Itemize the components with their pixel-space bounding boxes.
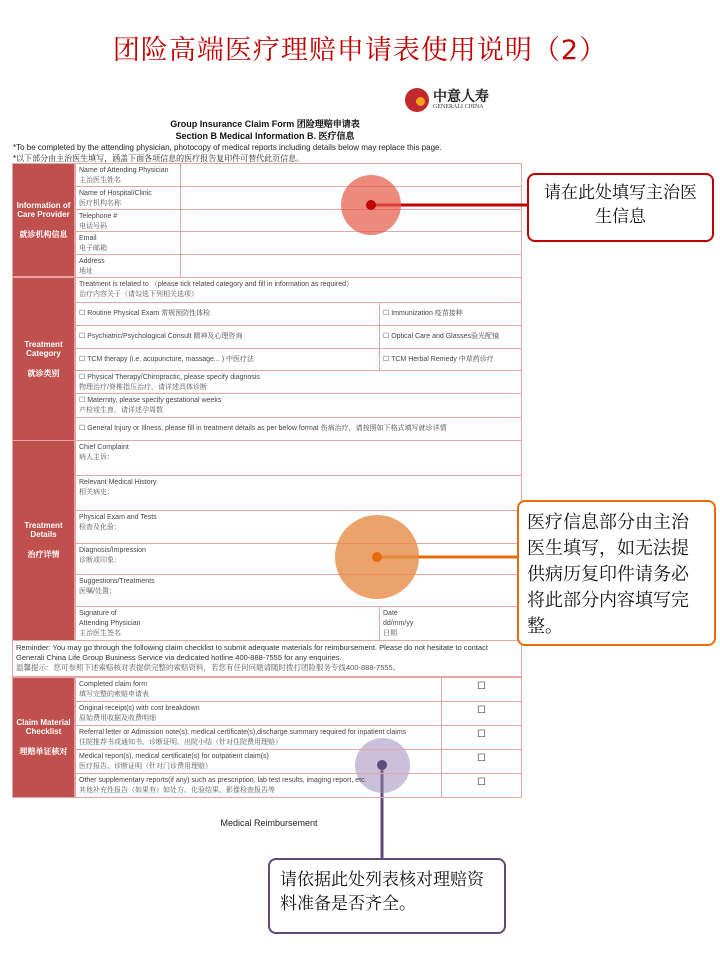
text-en: ☐ Psychiatric/Psychological Consult 精神及心理咨询 — [79, 333, 243, 340]
text-en: ☐ — [477, 753, 486, 764]
text-en: ☐ — [477, 729, 486, 740]
page-title: 团险高端医疗理赔申请表使用说明（2） — [112, 35, 608, 66]
callout-provider: 请在此处填写主治医生信息 — [527, 173, 714, 242]
text-zh: 医疗报告、诊断证明（针对门诊费用理赔） — [79, 763, 212, 770]
text-en: Relevant Medical History — [79, 479, 157, 486]
text-en: ☐ TCM therapy (i.e. acupuncture, massage... ) 中医疗法 — [79, 356, 254, 363]
note-zh: *以下部分由主治医生填写，涵盖下面各项信息的医疗报告复印件可替代此页信息。 — [13, 154, 305, 163]
label-zh: 治疗详情 — [27, 550, 60, 559]
reminder-en: Reminder: You may go through the following claim checklist to submit adequate materials for reimbursement. Please do not hesitate to contact Generali China Life Group Business Service via dedicated hotline 400-888-7555 for any enquiries. — [16, 643, 488, 662]
form-title: Group Insurance Claim Form 团险理赔申请表 — [170, 119, 360, 129]
text-en: Medical report(s), medical certificate(s) for outpatient claim(s) — [79, 753, 269, 760]
date-en: Date — [383, 610, 398, 617]
text-en: Completed claim form — [79, 681, 148, 688]
text-en: Address — [79, 258, 105, 265]
text-zh: 相关病史： — [79, 489, 114, 496]
text-en: ☐ TCM Herbal Remedy 中草药诊疗 — [383, 356, 494, 363]
checklist-item — [75, 749, 442, 774]
label-zh: 理赔单证核对 — [19, 747, 68, 756]
sig-en2: Attending Physician — [79, 620, 141, 627]
text-zh: 病人主诉： — [79, 454, 114, 461]
text-en: ☐ Physical Therapy/Chiropractic, please specify diagnosis — [79, 374, 260, 381]
text-zh: 电话号码 — [79, 223, 107, 230]
text-zh: 填写完整的索赔申请表 — [79, 691, 149, 698]
label-en: Claim Material Checklist — [16, 718, 71, 736]
text-en: ☐ Routine Physical Exam 常规预防性体检 — [79, 310, 211, 317]
callout-checklist: 请依据此处列表核对理赔资料准备是否齐全。 — [268, 858, 506, 934]
label-en: Treatment Category — [24, 339, 63, 358]
text-zh: 电子邮箱 — [79, 245, 107, 252]
checklist-item — [75, 773, 442, 798]
reminder-zh: 温馨提示：您可参照下述索赔核对表提供完整的索赔资料，若您有任何问题请随时拨打团险服务专线400-888-7555。 — [16, 663, 401, 672]
text-zh: 医疗机构名称 — [79, 200, 121, 207]
text-zh: 主治医生姓名 — [79, 177, 121, 184]
text-zh: 住院推荐书或通知书、诊断证明、出院小结（针对住院费用理赔） — [79, 739, 282, 746]
details-dot — [372, 552, 382, 562]
text-zh: 地址 — [79, 268, 93, 275]
text-en: ☐ — [477, 681, 486, 692]
text-zh: 产检或生育，请详述孕周数 — [79, 407, 163, 414]
text-en: Name of Hospital/Clinic — [79, 190, 152, 197]
footer-text: Medical Reimbursement — [220, 818, 318, 828]
form-section: Section B Medical Information B. 医疗信息 — [175, 131, 355, 141]
text-en: ☐ Optical Care and Glasses验光配镜 — [383, 333, 499, 340]
sig-en1: Signature of — [79, 610, 117, 617]
provider-dot — [366, 200, 376, 210]
text-en: Original receipt(s) with cost breakdown — [79, 705, 200, 712]
text-zh: 医嘱/处置： — [79, 588, 116, 595]
label-en: Treatment Details — [24, 521, 63, 539]
label-zh: 就诊机构信息 — [19, 229, 68, 239]
date-format: dd/mm/yy — [383, 620, 414, 627]
text-zh: 物理治疗/脊椎指压治疗，请详述具体诊断 — [79, 384, 207, 391]
logo-name: 中意人寿 — [433, 89, 489, 105]
text-en: Name of Attending Physician — [79, 167, 169, 174]
text-en: ☐ — [477, 705, 486, 716]
text-en: ☐ — [477, 777, 486, 788]
checklist-item — [75, 677, 442, 702]
text-zh: 原始费用收据及收费明细 — [79, 715, 156, 722]
checklist-item — [75, 725, 442, 750]
text-en: Suggestions/Treatments — [79, 578, 155, 585]
text-en: Diagnosis/Impression — [79, 547, 146, 554]
text-en: ☐ Maternity, please specify gestational weeks — [79, 397, 222, 404]
text-en: ☐ General Injury or Illness, please fill in treatment details as per below format 伤病治疗，请按照如下格式填写就诊详情 — [79, 425, 447, 432]
text-zh: 诊断或印象： — [79, 557, 121, 564]
note-en: *To be completed by the attending physician, photocopy of medical reports including details below may replace this page. — [13, 143, 442, 152]
intro-en: Treatment is related to （please tick related category and fill in information as required） — [79, 281, 354, 288]
checklist-item — [75, 701, 442, 726]
text-en: ☐ Immunization 疫苗接种 — [383, 310, 463, 317]
text-zh: 其他补充性报告（如果有）如处方、化验结果、影像检查报告等 — [79, 787, 275, 794]
sig-zh: 主治医生签名 — [79, 630, 121, 637]
text-en: Other supplementary reports(if any) such as prescription, lab test results, imaging report, etc. — [79, 777, 367, 784]
label-zh: 就诊类别 — [27, 368, 60, 378]
intro-zh: 治疗内容关于（请勾选下列相关选项） — [79, 291, 198, 298]
text-en: Email — [79, 235, 97, 242]
label-en: Information of Care Provider — [16, 200, 71, 219]
date-zh: 日期 — [383, 630, 397, 637]
callout-details: 医疗信息部分由主治医生填写，如无法提供病历复印件请务必将此部分内容填写完整。 — [517, 500, 716, 646]
logo-sub: GENERALI CHINA — [433, 104, 484, 110]
text-en: Physical Exam and Tests — [79, 514, 157, 521]
text-en: Referral letter or Admission note(s), medical certificate(s),discharge summary required for inpatient claims — [79, 729, 407, 736]
text-zh: 检查及化验： — [79, 524, 121, 531]
text-en: Telephone # — [79, 213, 118, 220]
text-en: Chief Complaint — [79, 444, 129, 451]
